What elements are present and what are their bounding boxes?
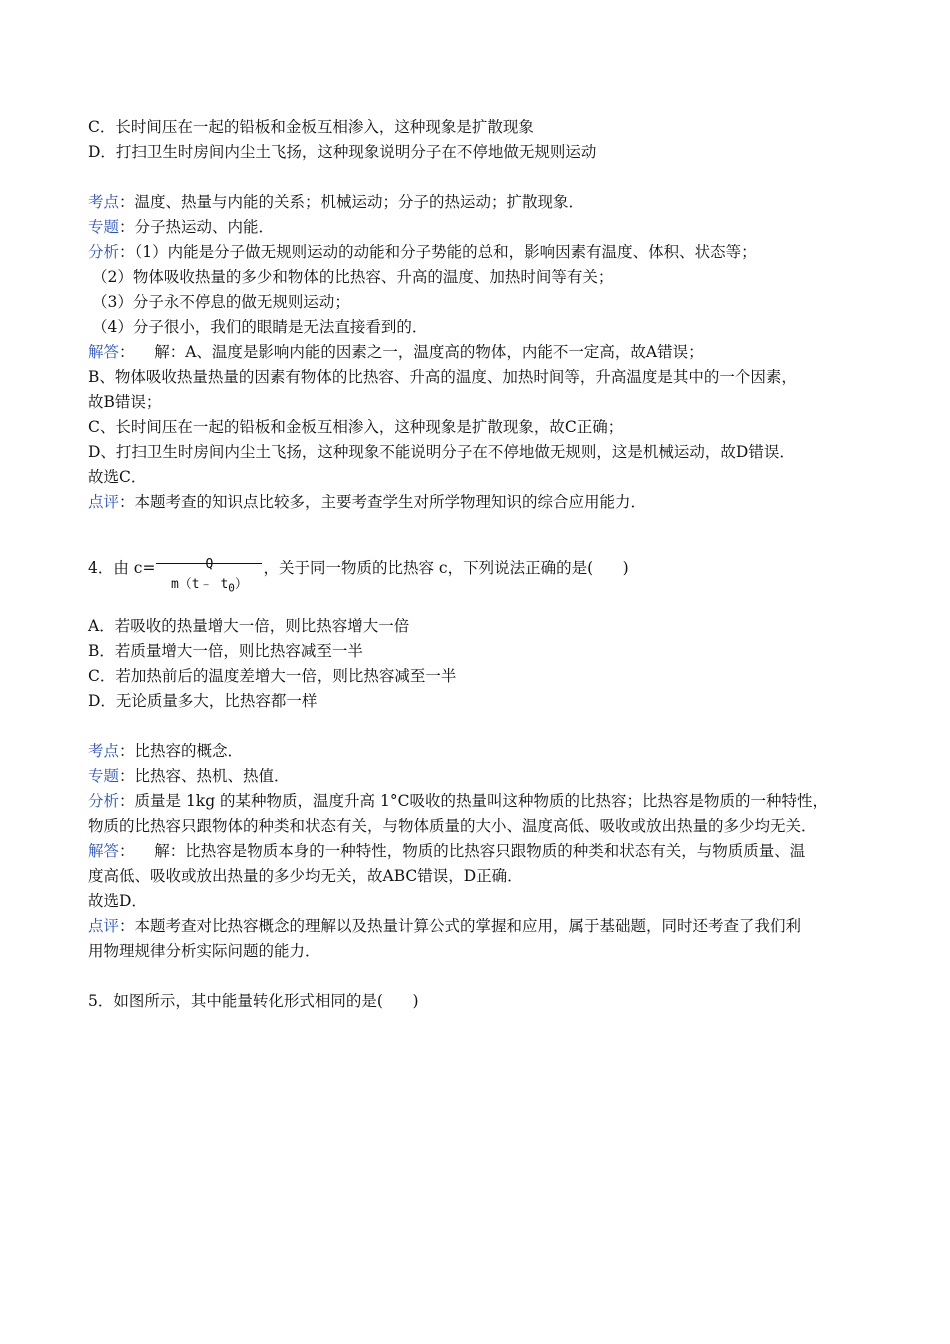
- q4-zhuanti: [88, 766, 290, 786]
- kaodian-label: 考点: [88, 742, 120, 760]
- formula-denominator: [156, 565, 262, 609]
- specific-heat-formula: [156, 549, 262, 595]
- dianping-text: ：本题考查对比热容概念的理解以及热量计算公式的掌握和应用，属于基础题，同时还考查了我们利: [119, 917, 802, 935]
- zhuanti-label: 专题: [88, 218, 120, 236]
- q4-option-c: C．若加热前后的温度差增大一倍，则比热容减至一半: [88, 667, 457, 685]
- q4-dianping: [88, 916, 801, 936]
- q4-jieda-line-2: 度高低、吸收或放出热量的多少均无关，故ABC错误，D正确．: [88, 867, 523, 885]
- q4-dianping-line-2: 用物理规律分析实际问题的能力．: [88, 942, 321, 960]
- zhuanti-label: 专题: [88, 767, 120, 785]
- q3-dianping: [88, 492, 646, 512]
- fenxi-text: ：（1）内能是分子做无规则运动的动能和分子势能的总和，影响因素有温度、体积、状态等；: [119, 243, 757, 261]
- jieda-text: ： 解：A、温度是影响内能的因素之一，温度高的物体，内能不一定高，故A错误；: [119, 343, 704, 361]
- q4-stem-prefix: 4．由 c=: [88, 559, 156, 577]
- q3-fenxi-line-3: （3）分子永不停息的做无规则运动；: [92, 293, 350, 311]
- fenxi-label: 分析: [88, 792, 120, 810]
- formula-den-main: m（t﹣ t: [170, 577, 229, 592]
- fraction-bar: [156, 563, 262, 564]
- fenxi-text: ：质量是 1kg 的某种物质，温度升高 1°C吸收的热量叫这种物质的比热容；比热容是物质的一种特性，: [119, 792, 828, 810]
- q4-fenxi: [88, 791, 828, 811]
- kaodian-label: 考点: [88, 193, 120, 211]
- q4-fenxi-line-2: 物质的比热容只跟物体的种类和状态有关，与物体质量的大小、温度高低、吸收或放出热量的多少均无关．: [88, 817, 817, 835]
- q3-kaodian: [88, 192, 584, 212]
- zhuanti-text: ：分子热运动、内能．: [119, 218, 275, 236]
- q3-option-c: C．长时间压在一起的铅板和金板互相渗入，这种现象是扩散现象: [88, 118, 534, 136]
- q3-jieda: [88, 342, 704, 362]
- q4-option-b: B．若质量增大一倍，则比热容减至一半: [88, 642, 363, 660]
- q4-stem: [88, 548, 629, 595]
- q4-jieda-line-3: 故选D．: [88, 892, 147, 910]
- q4-jieda: [88, 841, 805, 861]
- formula-den-close: ）: [234, 577, 248, 592]
- q4-option-a: A．若吸收的热量增大一倍，则比热容增大一倍: [88, 617, 410, 635]
- q3-jieda-line-6: 故选C．: [88, 468, 147, 486]
- fenxi-label: 分析: [88, 243, 120, 261]
- q3-option-d: D．打扫卫生时房间内尘土飞扬，这种现象说明分子在不停地做无规则运动: [88, 143, 597, 161]
- dianping-label: 点评: [88, 917, 120, 935]
- q4-option-d: D．无论质量多大，比热容都一样: [88, 692, 318, 710]
- kaodian-text: ：温度、热量与内能的关系；机械运动；分子的热运动；扩散现象．: [119, 193, 585, 211]
- kaodian-text: ：比热容的概念．: [119, 742, 244, 760]
- q3-jieda-line-5: D、打扫卫生时房间内尘土飞扬，这种现象不能说明分子在不停地做无规则，这是机械运动，故D错误．: [88, 443, 795, 461]
- q4-stem-suffix: ，关于同一物质的比热容 c，下列说法正确的是( ): [263, 559, 629, 577]
- q3-fenxi: [88, 242, 757, 262]
- jieda-text: ： 解：比热容是物质本身的一种特性，物质的比热容只跟物质的种类和状态有关，与物质质量、温: [119, 842, 806, 860]
- q3-fenxi-line-4: （4）分子很小，我们的眼睛是无法直接看到的．: [92, 318, 428, 336]
- q5-stem: 5．如图所示，其中能量转化形式相同的是( ): [88, 992, 419, 1010]
- q3-jieda-line-3: 故B错误；: [88, 393, 162, 411]
- formula-den-subscript: 0: [228, 581, 235, 595]
- formula-numerator: Q: [205, 557, 214, 572]
- dianping-text: ：本题考查的知识点比较多，主要考查学生对所学物理知识的综合应用能力．: [119, 493, 647, 511]
- q3-jieda-line-2: B、物体吸收热量热量的因素有物体的比热容、升高的温度、加热时间等，升高温度是其中的一个因素，: [88, 368, 797, 386]
- q3-jieda-line-4: C、长时间压在一起的铅板和金板互相渗入，这种现象是扩散现象，故C正确；: [88, 418, 624, 436]
- jieda-label: 解答: [88, 842, 120, 860]
- q3-fenxi-line-2: （2）物体吸收热量的多少和物体的比热容、升高的温度、加热时间等有关；: [92, 268, 614, 286]
- q4-kaodian: [88, 741, 243, 761]
- q3-zhuanti: [88, 217, 274, 237]
- jieda-label: 解答: [88, 343, 120, 361]
- dianping-label: 点评: [88, 493, 120, 511]
- zhuanti-text: ：比热容、热机、热值．: [119, 767, 290, 785]
